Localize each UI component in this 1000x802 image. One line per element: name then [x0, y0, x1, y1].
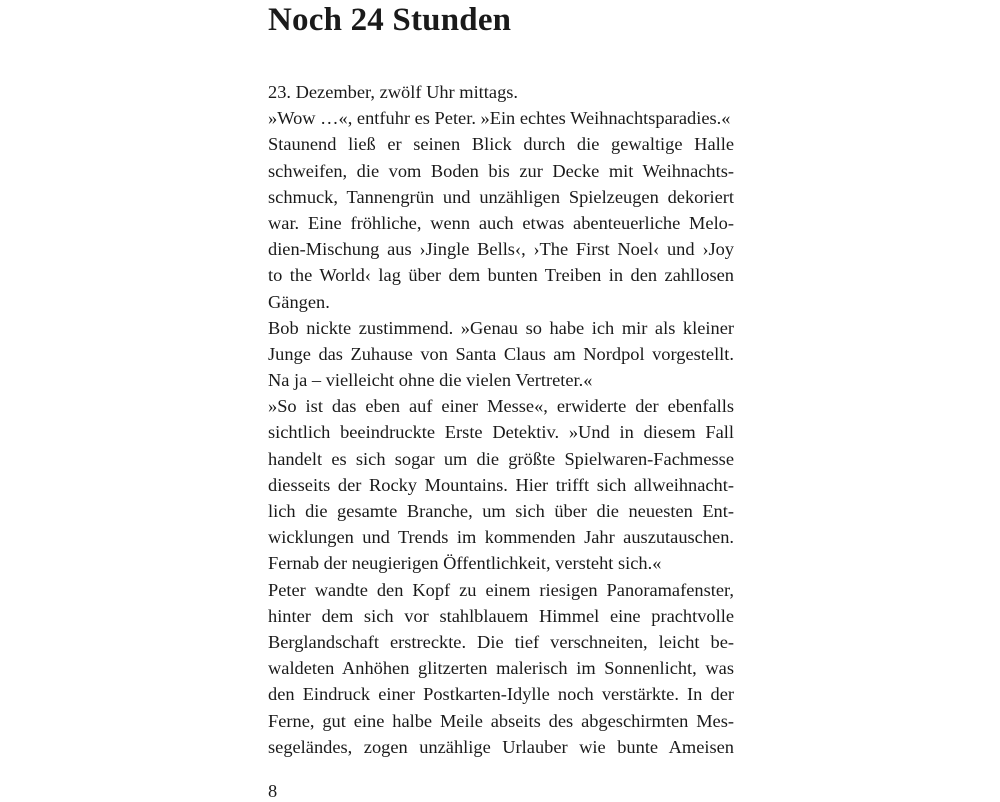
text-line: to the World‹ lag über dem bunten Treiben in den zahllosen — [268, 265, 734, 286]
text-line: den Eindruck einer Postkarten-Idylle noch verstärkte. In der — [268, 684, 734, 705]
text-line: Bob nickte zustimmend. »Genau so habe ich mir als kleiner — [268, 317, 734, 338]
page-number: 8 — [268, 781, 278, 801]
text-line: 23. Dezember, zwölf Uhr mittags. — [268, 82, 519, 102]
text-line: waldeten Anhöhen glitzerten malerisch im Sonnenlicht, was — [268, 658, 734, 679]
text-line: segeländes, zogen unzählige Urlauber wie bunte Ameisen — [268, 736, 734, 757]
text-line: Junge das Zuhause von Santa Claus am Nordpol vorgestellt. — [268, 343, 734, 364]
text-line: hinter dem sich vor stahlblauem Himmel eine prachtvolle — [268, 605, 734, 626]
text-line: schweifen, die vom Boden bis zur Decke mit Weihnachts- — [268, 160, 734, 181]
chapter-title: Noch 24 Stunden — [268, 2, 512, 38]
text-line: lich die gesamte Branche, um sich über die neuesten Ent- — [268, 501, 734, 521]
text-line: Ferne, gut eine halbe Meile abseits des abgeschirmten Mes- — [268, 710, 734, 731]
text-line: Peter wandte den Kopf zu einem riesigen Panoramafenster, — [268, 579, 734, 600]
text-line: Staunend ließ er seinen Blick durch die gewaltige Halle — [268, 134, 734, 155]
text-line: Fernab der neugierigen Öffentlichkeit, versteht sich.« — [268, 553, 662, 574]
text-line: war. Eine fröhliche, wenn auch etwas abenteuerliche Melo- — [268, 212, 734, 233]
text-line: diesseits der Rocky Mountains. Hier trifft sich allweihnacht- — [268, 474, 734, 495]
text-line: dien-Mischung aus ›Jingle Bells‹, ›The First Noel‹ und ›Joy — [268, 239, 734, 260]
text-line: wicklungen und Trends im kommenden Jahr auszutauschen. — [268, 527, 734, 548]
body-text — [268, 79, 734, 760]
text-line: »So ist das eben auf einer Messe«, erwiderte der ebenfalls — [268, 396, 734, 417]
text-line: Berglandschaft erstreckte. Die tief verschneiten, leicht be- — [268, 631, 734, 652]
text-line: sichtlich beeindruckte Erste Detektiv. »Und in diesem Fall — [268, 422, 734, 443]
text-line: Gängen. — [268, 291, 330, 312]
text-line: schmuck, Tannengrün und unzähligen Spielzeugen dekoriert — [268, 186, 734, 207]
text-line: handelt es sich sogar um die größte Spielwaren-Fachmesse — [268, 448, 734, 469]
text-line: »Wow …«, entfuhr es Peter. »Ein echtes Weihnachtsparadies.« — [268, 108, 731, 129]
text-line: Na ja – vielleicht ohne die vielen Vertreter.« — [268, 370, 593, 391]
